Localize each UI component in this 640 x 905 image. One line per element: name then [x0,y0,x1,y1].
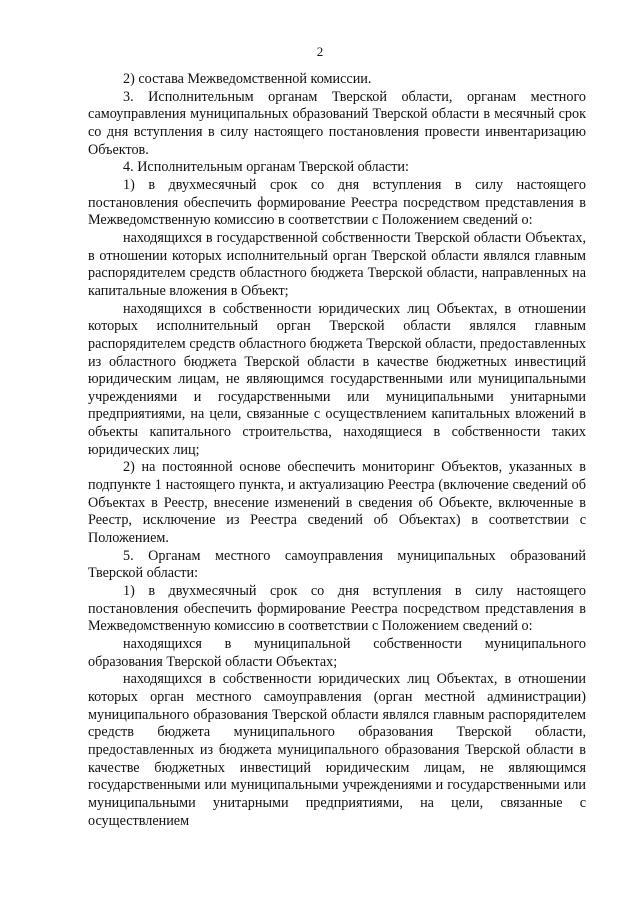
paragraph-1: 2) состава Межведомственной комиссии. [123,71,372,87]
document-body [88,71,586,830]
paragraph-3: 4. Исполнительным органам Тверской области: [123,159,409,176]
paragraph-7: 2) на постоянной основе обеспечить мониторинг Объектов, указанных в подпункте 1 настоящего пункта, и актуализацию Реестра (включение сведений об Объектах в Реестр, внесение изменений в сведения об Объекте, включенные в Реестр, исключение из Реестра сведений об Объектах) в соответствии с Положением. [88,459,586,547]
paragraph-4: 1) в двухмесячный срок со дня вступления в силу настоящего постановления обеспечить формирование Реестра посредством представления в Межведомственную комиссию в соответствии с Положением сведений о: [88,176,586,229]
paragraph-5: находящихся в государственной собственности Тверской области Объектах, в отношении которых исполнительный орган Тверской области являлся главным распорядителем средств областного бюджета Тверской области, направленных на капитальные вложения в Объект; [88,229,586,299]
paragraph-2: 3. Исполнительным органам Тверской области, органам местного самоуправления муниципальных образований Тверской области в месячный срок со дня вступления в силу настоящего постановления провести инвентаризацию Объектов. [88,88,586,158]
paragraph-8: 5. Органам местного самоуправления муниципальных образований Тверской области: [88,547,586,582]
page-number: 2 [316,44,324,59]
paragraph-6: находящихся в собственности юридических лиц Объектах, в отношении которых исполнительный орган Тверской области являлся главным распорядителем средств областного бюджета Тверской области, предоставленных из областного бюджета Тверской области в качестве бюджетных инвестиций юридическим лицам, не являющимся государственными или муниципальными учреждениями и государственными или муниципальными унитарными предприятиями, на цели, связанные с осуществлением капитальных вложений в объекты капитального строительства, находящиеся в собственности таких юридических лиц; [88,300,586,458]
paragraph-10: находящихся в муниципальной собственности муниципального образования Тверской области Объектах; [88,636,586,670]
paragraph-9: 1) в двухмесячный срок со дня вступления в силу настоящего постановления обеспечить формирование Реестра посредством представления в Межведомственную комиссию в соответствии с Положением сведений о: [88,583,586,635]
paragraph-11: находящихся в собственности юридических лиц Объектах, в отношении которых орган местного самоуправления (орган местной администрации) муниципального образования Тверской области являлся главным распорядителем средств бюджета муниципального образования Тверской области, предоставленных из бюджета муниципального образования Тверской области в качестве бюджетных инвестиций юридическим лицам, не являющимся государственными или муниципальными учреждениями и государственными или муниципальными унитарными предприятиями, на цели, связанные с осуществлением [88,671,586,829]
